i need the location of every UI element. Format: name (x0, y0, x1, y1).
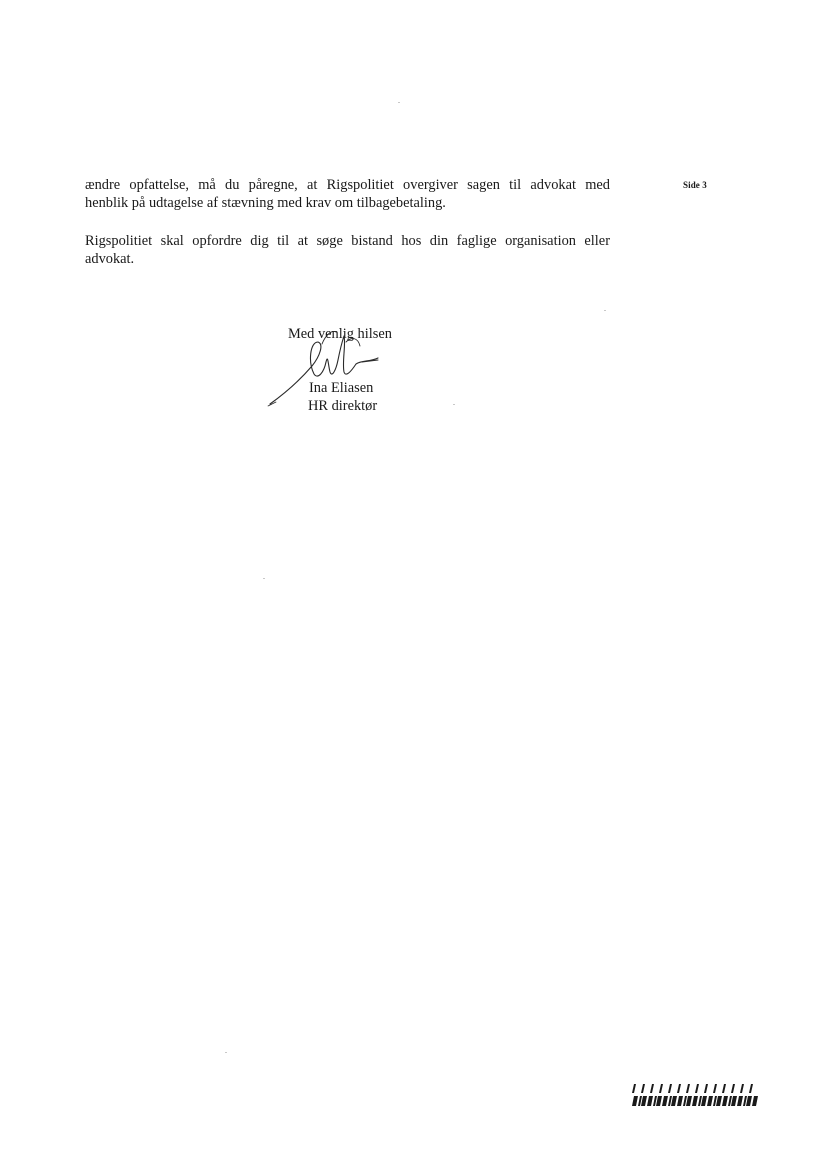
signatory-name: Ina Eliasen (309, 380, 374, 396)
paragraph-line: henblik på udtagelse af stævning med krav om tilbagebetaling. (85, 195, 446, 211)
scan-speck (263, 578, 265, 579)
page-number: Side 3 (683, 180, 707, 190)
scan-speck (225, 1052, 227, 1053)
closing-greeting: Med venlig hilsen (288, 326, 392, 342)
barcode-top-row (632, 1084, 753, 1093)
paragraph-line: Rigspolitiet skal opfordre dig til at søge bistand hos din faglige organisation eller (85, 233, 610, 249)
document-barcode (632, 1082, 760, 1108)
paragraph-advice (85, 232, 630, 268)
paragraph-line: ændre opfattelse, må du påregne, at Rigspolitiet overgiver sagen til advokat med (85, 177, 610, 193)
paragraph-line: advokat. (85, 251, 135, 267)
barcode-bottom-row (632, 1096, 758, 1106)
scan-speck (604, 310, 606, 311)
scan-speck (453, 404, 455, 405)
paragraph-consequence (85, 176, 630, 212)
signatory-title: HR direktør (308, 398, 378, 414)
scan-speck (398, 102, 400, 103)
